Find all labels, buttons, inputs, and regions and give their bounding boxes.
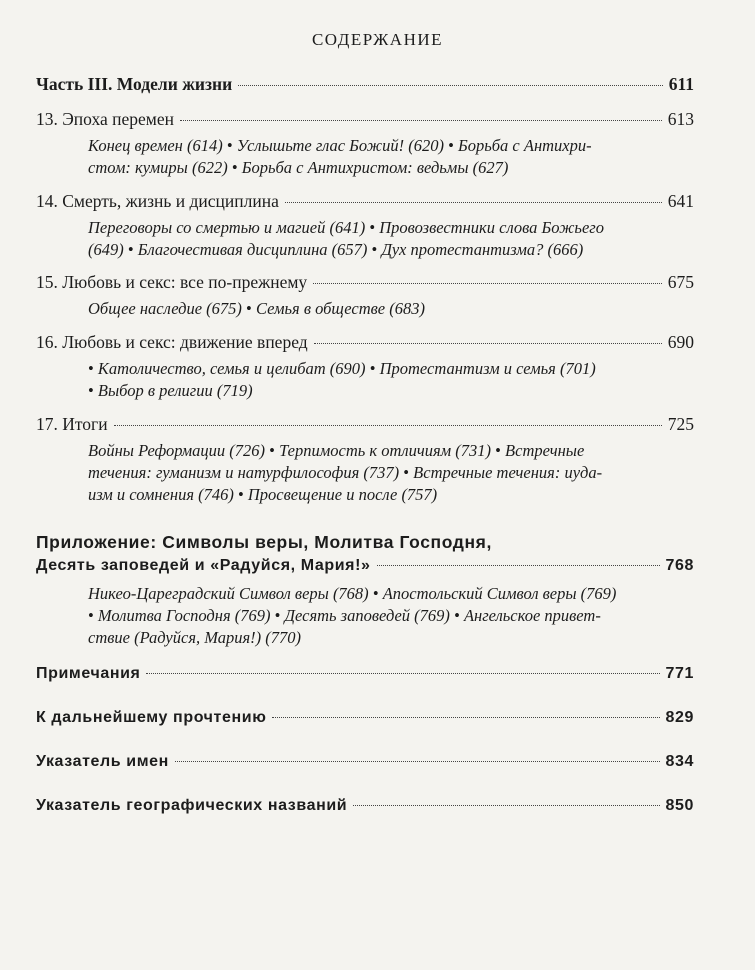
subsections-ch13: Конец времен (614) • Услышьте глас Божий! (620) • Борьба с Антихри- стом: кумиры (622) • Борьба с Антихристом: ведьмы (627) xyxy=(88,136,592,177)
dot-leader xyxy=(377,565,660,566)
toc-entry-ch15[interactable] xyxy=(36,270,694,294)
page-number: 771 xyxy=(665,665,694,682)
toc-entry-ch14[interactable] xyxy=(36,189,694,213)
toc-entry-appendix[interactable] xyxy=(36,530,694,578)
entry-title: 15. Любовь и секс: все по-прежнему xyxy=(36,272,308,292)
subsections-ch17: Войны Реформации (726) • Терпимость к отличиям (731) • Встречные течения: гуманизм и натурфилософия (737) • Встречные течения: иуда- изм и сомнения (746) • Просвещение и после (757) xyxy=(88,441,603,504)
subsections-ch15: Общее наследие (675) • Семья в обществе (683) xyxy=(88,299,425,318)
toc-entry-part3[interactable] xyxy=(36,72,694,96)
dot-leader xyxy=(314,343,662,344)
entry-title-line2: Десять заповедей и «Радуйся, Мария!» xyxy=(36,557,371,574)
subsections-ch16: • Католичество, семья и целибат (690) • Протестантизм и семья (701) • Выбор в религии (719) xyxy=(88,359,596,400)
entry-title: К дальнейшему прочтению xyxy=(36,709,267,726)
dot-leader xyxy=(238,85,663,86)
entry-title: 17. Итоги xyxy=(36,414,108,434)
page-number: 850 xyxy=(665,797,694,814)
entry-title: 13. Эпоха перемен xyxy=(36,109,175,129)
toc-entry-index-geo[interactable] xyxy=(36,794,694,818)
page-number: 725 xyxy=(667,414,694,434)
dot-leader xyxy=(146,673,659,674)
page-title: СОДЕРЖАНИЕ xyxy=(311,30,444,49)
dot-leader xyxy=(114,425,662,426)
dot-leader xyxy=(272,717,659,718)
page-number: 675 xyxy=(667,272,694,292)
page-number: 611 xyxy=(668,74,694,94)
toc-entry-notes[interactable] xyxy=(36,662,694,686)
page-number: 613 xyxy=(667,109,694,129)
page-number: 834 xyxy=(665,753,694,770)
toc-entry-ch17[interactable] xyxy=(36,412,694,436)
toc-entry-ch13[interactable] xyxy=(36,107,694,131)
entry-title: Указатель имен xyxy=(36,753,169,770)
page-number: 690 xyxy=(667,332,694,352)
dot-leader xyxy=(313,283,662,284)
entry-title: Примечания xyxy=(36,665,141,682)
page-number: 768 xyxy=(665,557,694,574)
toc-entry-index-names[interactable] xyxy=(36,750,694,774)
entry-title: 14. Смерть, жизнь и дисциплина xyxy=(36,191,279,211)
dot-leader xyxy=(285,202,662,203)
dot-leader xyxy=(180,120,662,121)
entry-title: Часть III. Модели жизни xyxy=(36,74,233,94)
toc-entry-ch16[interactable] xyxy=(36,330,694,354)
subsections-appendix: Никео-Цареградский Символ веры (768) • Апостольский Символ веры (769) • Молитва Господня (769) • Десять заповедей (769) • Ангельское привет- ствие (Радуйся, Мария!) (770) xyxy=(88,584,617,647)
dot-leader xyxy=(175,761,660,762)
dot-leader xyxy=(353,805,659,806)
entry-title: Указатель географических названий xyxy=(36,797,348,814)
page-number: 829 xyxy=(665,709,694,726)
page-number: 641 xyxy=(667,191,694,211)
entry-title: 16. Любовь и секс: движение вперед xyxy=(36,332,308,352)
toc-entry-further-reading[interactable] xyxy=(36,706,694,730)
entry-title-line1: Приложение: Символы веры, Молитва Господня, xyxy=(36,532,492,552)
subsections-ch14: Переговоры со смертью и магией (641) • Провозвестники слова Божьего (649) • Благочестивая дисциплина (657) • Дух протестантизма? (666) xyxy=(88,218,604,259)
